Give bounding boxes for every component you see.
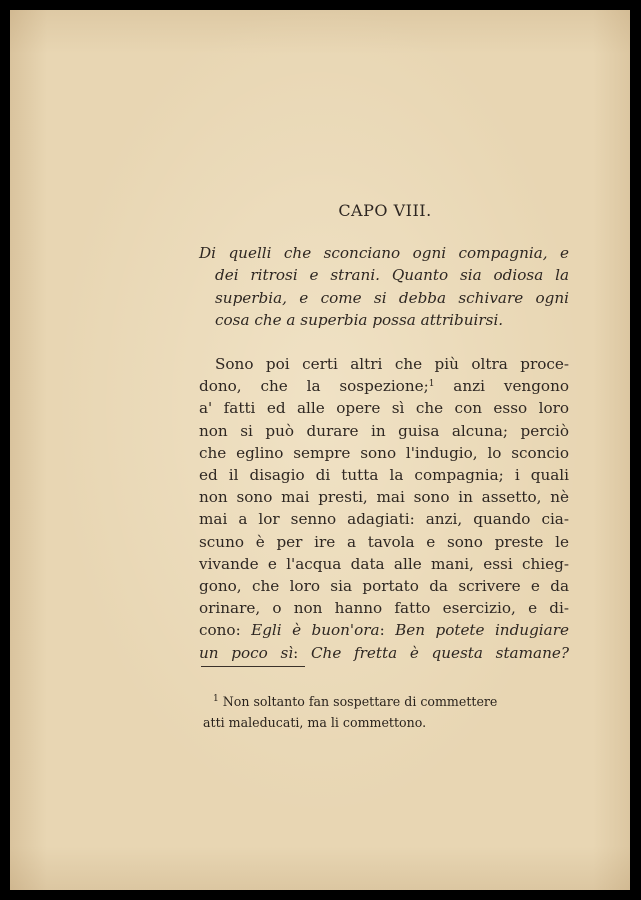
book-page	[10, 10, 630, 890]
body-line: scuno è per ire a tavola e sono preste le	[199, 532, 569, 551]
footnote-text: Non soltanto fan sospettare di commettere	[218, 694, 498, 709]
body-line: gono, che loro sia portato da scrivere e da	[199, 577, 569, 596]
body-line	[199, 619, 569, 641]
body-text-fragment: cono:	[199, 621, 252, 640]
chapter-title: CAPO VIII.	[338, 201, 432, 220]
summary-line: dei ritrosi e strani. Quanto sia odiosa la	[215, 266, 569, 285]
quoted-speech: Che fretta è questa stamane?	[310, 643, 569, 662]
quoted-speech: un poco sì	[199, 643, 294, 662]
body-line: mai a lor senno adagiati: anzi, quando cia-	[199, 510, 569, 529]
footnote	[203, 691, 573, 733]
body-text-fragment: :	[379, 621, 396, 640]
body-text-fragment: dono, che la sospezione;	[199, 377, 429, 396]
quoted-speech: Egli è buon'ora	[251, 621, 380, 640]
summary-line: superbia, e come si debba schivare ogni	[215, 288, 569, 307]
footnote-divider	[201, 666, 305, 667]
body-line: vivande e l'acqua data alle mani, essi chieg-	[199, 554, 569, 573]
body-text-fragment: :	[293, 643, 311, 662]
body-line: ed il disagio di tutta la compagnia; i quali	[199, 466, 569, 485]
quoted-speech: Ben potete indugiare	[395, 621, 569, 640]
body-line: non sono mai presti, mai sono in assetto, nè	[199, 488, 569, 507]
body-text-fragment: anzi vengono	[434, 377, 569, 396]
body-line	[199, 375, 569, 397]
body-line: che eglino sempre sono l'indugio, lo sconcio	[199, 443, 569, 462]
footnote-marker: 1	[213, 694, 219, 704]
body-line: Sono poi certi altri che più oltra proce-	[215, 355, 569, 373]
footnote-line: atti maleducati, ma li commettono.	[203, 715, 427, 730]
body-line	[199, 642, 569, 664]
summary-line: cosa che a superbia possa attribuirsi.	[215, 310, 504, 329]
chapter-summary	[199, 242, 569, 331]
body-line: orinare, o non hanno fatto esercizio, e di-	[199, 599, 569, 618]
body-paragraph	[199, 353, 569, 664]
footnote-reference: 1	[428, 379, 435, 390]
footnote-line	[213, 691, 573, 712]
body-line: a' fatti ed alle opere sì che con esso loro	[199, 399, 569, 418]
body-line: non si può durare in guisa alcuna; perciò	[199, 421, 569, 440]
summary-line: Di quelli che sconciano ogni compagnia, e	[199, 244, 569, 262]
